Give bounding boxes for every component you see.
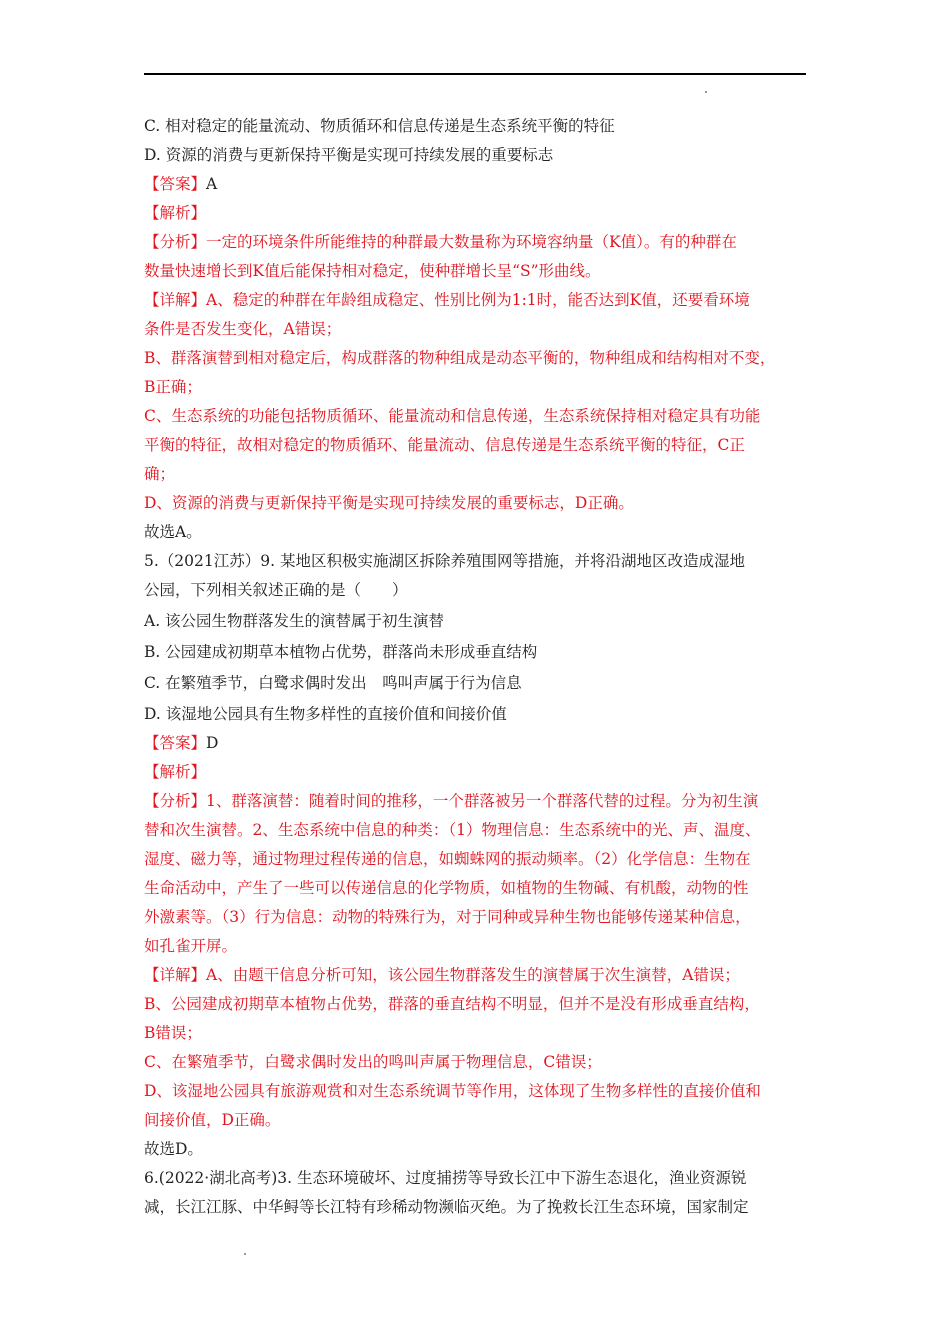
q5-option-b: B. 公园建成初期草本植物占优势，群落尚未形成垂直结构	[144, 643, 538, 661]
question-5	[144, 547, 808, 1164]
xiangjie-label: 【详解】	[144, 966, 207, 984]
answer-value: D	[206, 734, 219, 752]
header-rule	[144, 73, 806, 75]
q5-xiangjie-line	[144, 961, 808, 990]
q5-fenxi-line: 外激素等。（3）行为信息：动物的特殊行为，对于同种或异种生物也能够传递某种信息，	[144, 908, 751, 926]
prev-xiangjie-line	[144, 286, 808, 315]
prev-conclusion: 故选A。	[144, 523, 202, 541]
prev-fenxi-line: 数量快速增长到K值后能保持相对稳定，使种群增长呈“S”形曲线。	[144, 262, 601, 280]
prev-question	[144, 112, 808, 547]
q5-xiangjie-line: D、该湿地公园具有旅游观赏和对生态系统调节等作用，这体现了生物多样性的直接价值和	[144, 1082, 761, 1100]
prev-analysis-label: 【解析】	[144, 204, 207, 222]
prev-xiangjie-line: 平衡的特征，故相对稳定的物质循环、能量流动、信息传递是生态系统平衡的特征，C正	[144, 436, 745, 454]
prev-option-d: D. 资源的消费与更新保持平衡是实现可持续发展的重要标志	[144, 146, 554, 164]
q6-stem: 减，长江江豚、中华鲟等长江特有珍稀动物濒临灭绝。为了挽救长江生态环境，国家制定	[144, 1198, 749, 1216]
answer-label: 【答案】	[144, 734, 207, 752]
prev-xiangjie-line: 确；	[144, 465, 176, 483]
q5-fenxi-line	[144, 787, 808, 816]
xiangjie-label: 【详解】	[144, 291, 207, 309]
prev-fenxi-line	[144, 228, 808, 257]
q5-xiangjie-line: B、公园建成初期草本植物占优势，群落的垂直结构不明显，但并不是没有形成垂直结构，	[144, 995, 760, 1013]
q6-stem: 6.(2022·湖北高考)3. 生态环境破坏、过度捕捞等导致长江中下游生态退化，渔业资源锐	[144, 1169, 747, 1187]
fenxi-label: 【分析】	[144, 233, 207, 251]
q5-xiangjie-line: C、在繁殖季节，白鹭求偶时发出的鸣叫声属于物理信息，C错误；	[144, 1053, 602, 1071]
q5-option-c: C. 在繁殖季节，白鹭求偶时发出 鸣叫声属于行为信息	[144, 674, 522, 692]
prev-xiangjie-line: B正确；	[144, 378, 202, 396]
q5-option-a: A. 该公园生物群落发生的演替属于初生演替	[144, 612, 445, 630]
xiangjie-text: A、由题干信息分析可知，该公园生物群落发生的演替属于次生演替，A错误；	[206, 966, 740, 984]
q5-analysis-label: 【解析】	[144, 763, 207, 781]
prev-xiangjie-line: C、生态系统的功能包括物质循环、能量流动和信息传递，生态系统保持相对稳定具有功能	[144, 407, 761, 425]
q5-fenxi-line: 替和次生演替。2、生态系统中信息的种类：（1）物理信息：生态系统中的光、声、温度、	[144, 821, 761, 839]
prev-xiangjie-line: B、群落演替到相对稳定后，构成群落的物种组成是动态平衡的，物种组成和结构相对不变，	[144, 349, 776, 367]
q5-fenxi-line: 生命活动中，产生了一些可以传递信息的化学物质，如植物的生物碱、有机酸，动物的性	[144, 879, 749, 897]
q5-stem: 公园，下列相关叙述正确的是（ ）	[144, 581, 408, 599]
q5-conclusion: 故选D。	[144, 1140, 203, 1158]
question-6	[144, 1164, 808, 1222]
prev-xiangjie-line: 条件是否发生变化，A错误；	[144, 320, 342, 338]
fenxi-text: 一定的环境条件所能维持的种群最大数量称为环境容纳量（K值）。有的种群在	[206, 233, 737, 251]
fenxi-label: 【分析】	[144, 792, 207, 810]
prev-option-c: C. 相对稳定的能量流动、物质循环和信息传递是生态系统平衡的特征	[144, 117, 615, 135]
q5-fenxi-line: 湿度、磁力等，通过物理过程传递的信息，如蜘蛛网的振动频率。（2）化学信息：生物在	[144, 850, 751, 868]
q5-xiangjie-line: B错误；	[144, 1024, 202, 1042]
fenxi-text: 1、群落演替：随着时间的推移，一个群落被另一个群落代替的过程。分为初生演	[206, 792, 759, 810]
q5-option-d: D. 该湿地公园具有生物多样性的直接价值和间接价值	[144, 705, 507, 723]
document-body	[144, 112, 808, 1222]
prev-answer	[144, 170, 808, 199]
q5-stem: 5.（2021江苏）9. 某地区积极实施湖区拆除养殖围网等措施，并将沿湖地区改造成湿地	[144, 552, 745, 570]
xiangjie-text: A、稳定的种群在年龄组成稳定、性别比例为1:1时，能否达到K值，还要看环境	[206, 291, 750, 309]
q5-answer	[144, 729, 808, 758]
header-mark	[705, 91, 707, 93]
answer-value: A	[206, 175, 218, 193]
q5-fenxi-line: 如孔雀开屏。	[144, 937, 238, 955]
answer-label: 【答案】	[144, 175, 207, 193]
q5-xiangjie-line: 间接价值，D正确。	[144, 1111, 281, 1129]
footer-mark	[244, 1253, 246, 1255]
prev-xiangjie-line: D、资源的消费与更新保持平衡是实现可持续发展的重要标志，D正确。	[144, 494, 634, 512]
